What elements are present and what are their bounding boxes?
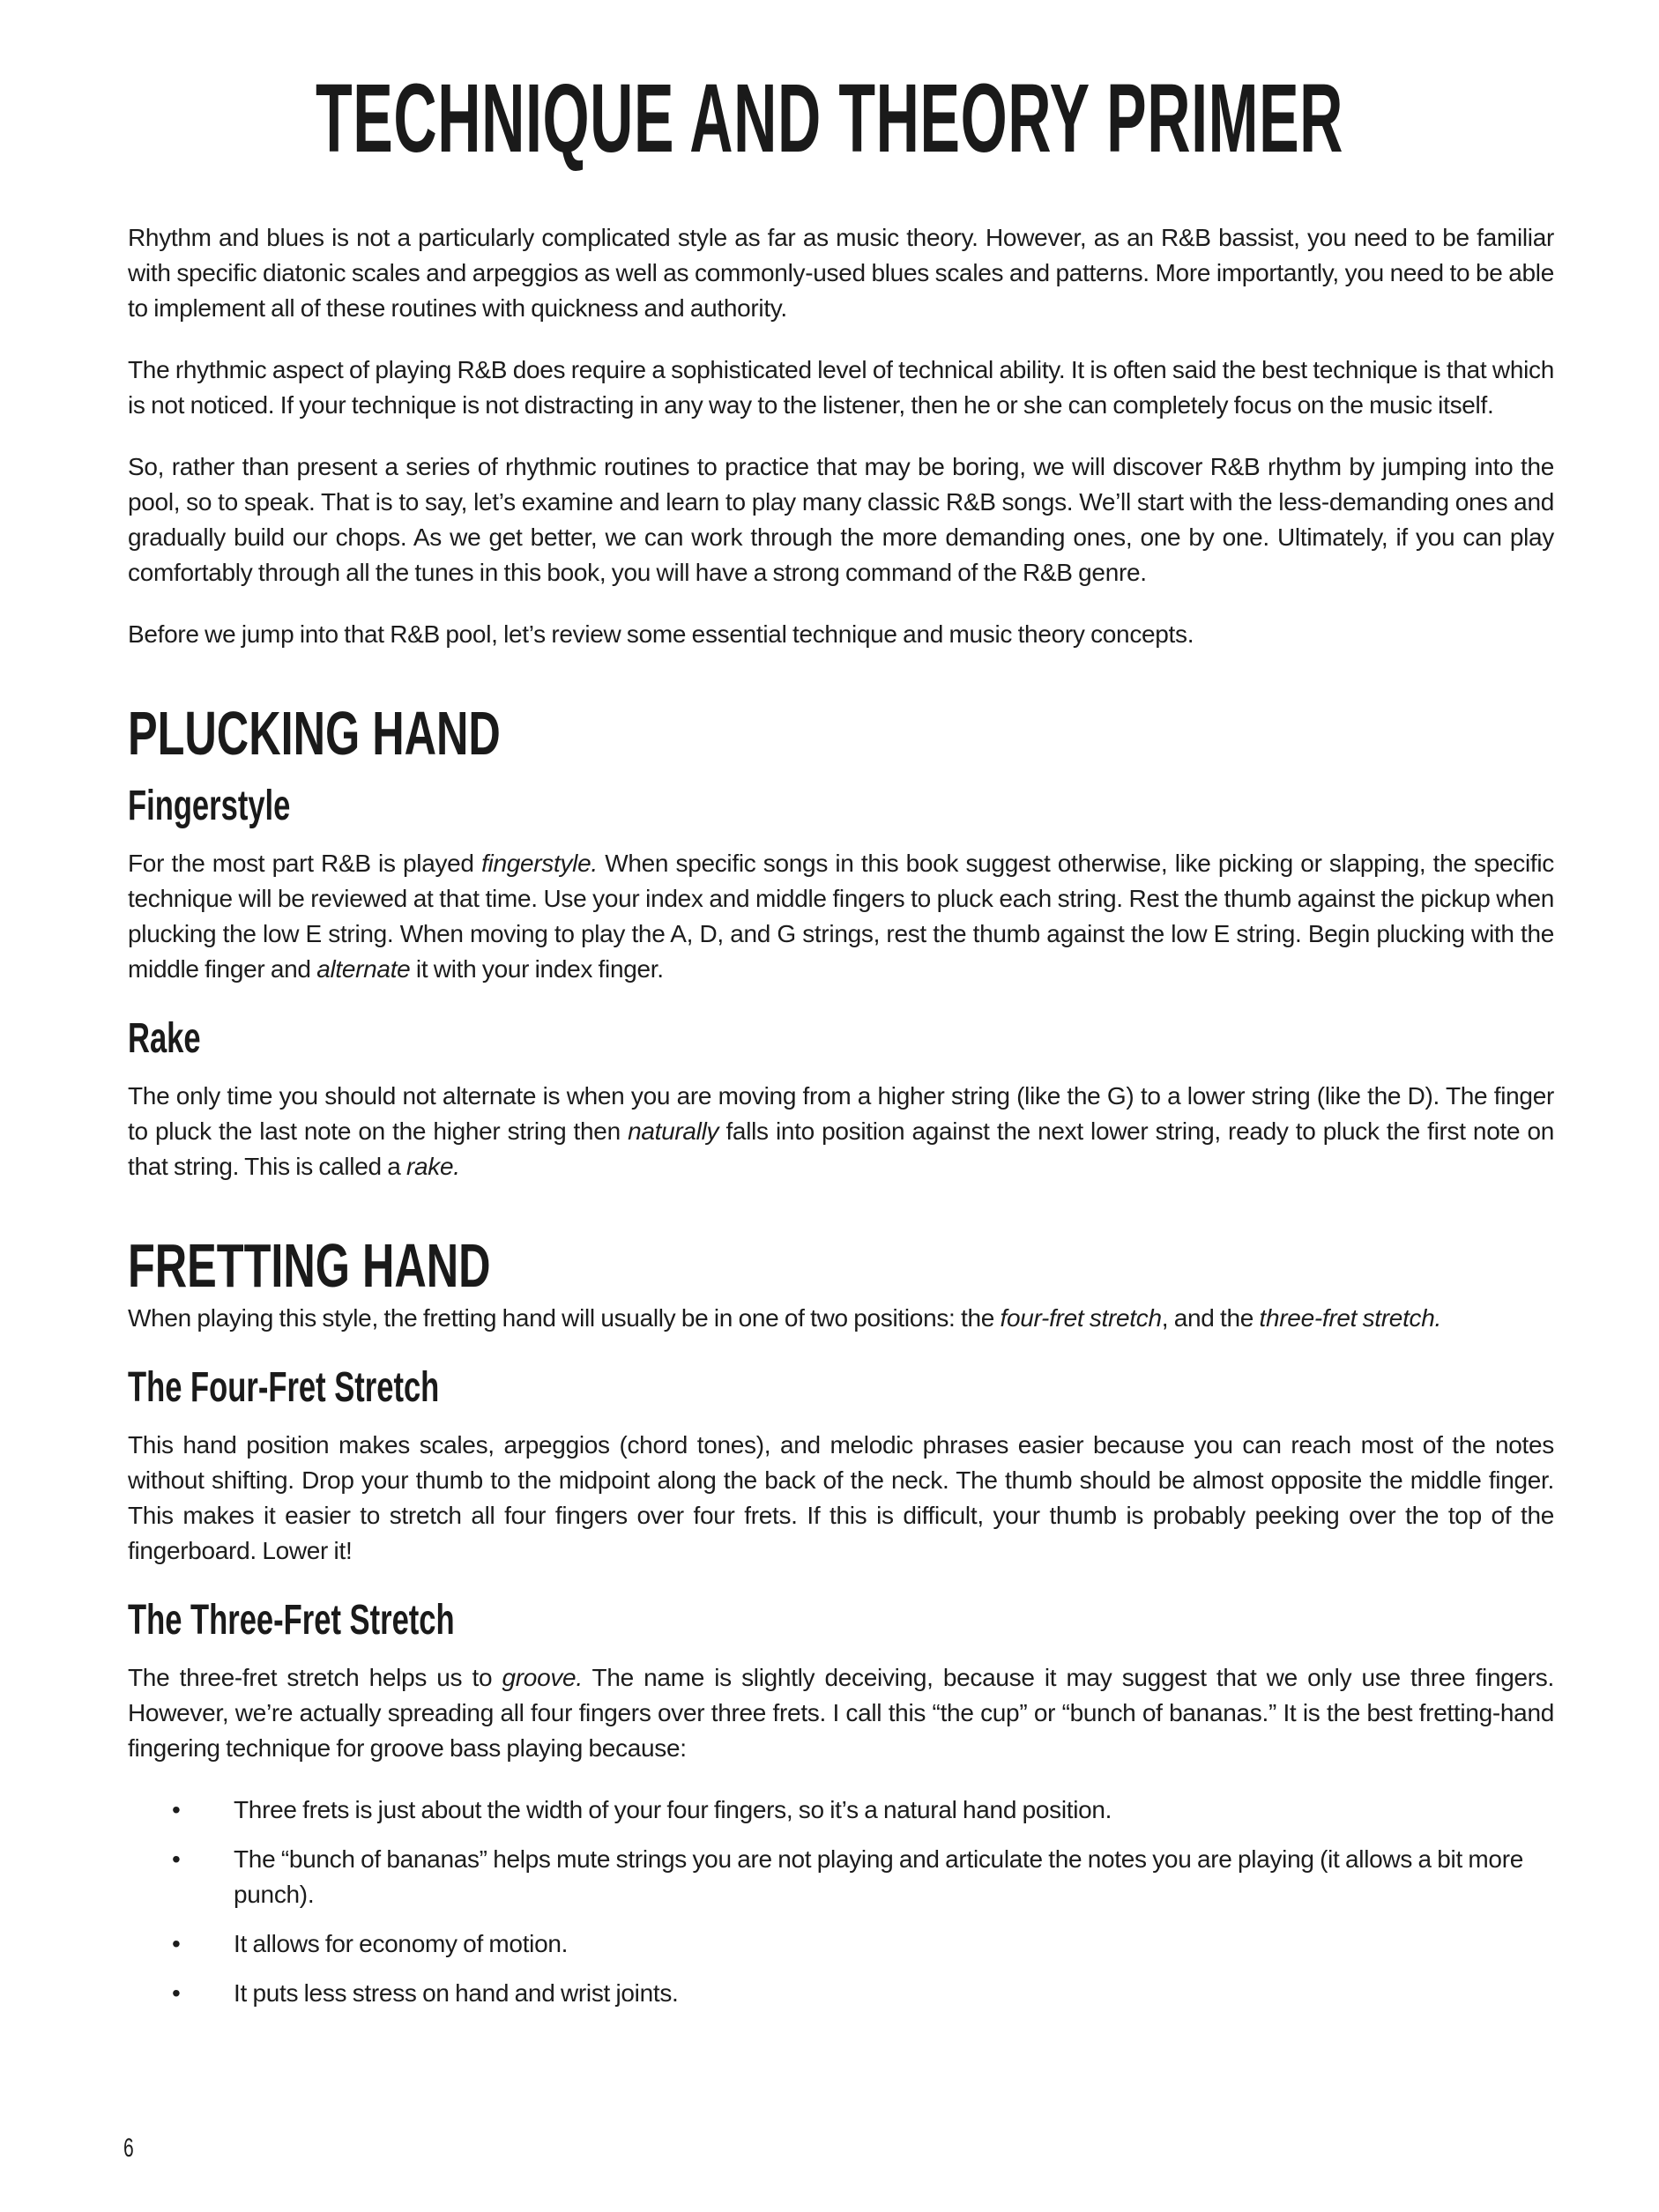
- text-run: falls into position against the next lower string, ready to pluck the first note on that string. This is called a: [128, 1117, 1554, 1180]
- three-fret-paragraph: [128, 1660, 1554, 1766]
- emphasis-alternate: alternate: [316, 955, 411, 983]
- text-run: When playing this style, the fretting hand will usually be in one of two positions: the: [128, 1304, 1001, 1332]
- list-item: [172, 1793, 1554, 1828]
- list-item-text: It puts less stress on hand and wrist joints.: [234, 1979, 679, 2007]
- list-item-text: Three frets is just about the width of your four fingers, so it’s a natural hand position.: [234, 1796, 1112, 1823]
- intro-paragraph-4: Before we jump into that R&B pool, let’s review some essential technique and music theory concepts.: [128, 620, 1194, 648]
- text-run: The only time you should not alternate is when you are moving from a higher string (like the G) to a lower string (like the D). The finger to pluck the last note on the higher string then: [128, 1082, 1554, 1145]
- emphasis-three-fret-stretch: three-fret stretch.: [1259, 1304, 1442, 1332]
- text-run: it with your index finger.: [410, 955, 664, 983]
- list-item: [172, 1926, 1554, 1962]
- bullet-icon: •: [172, 1930, 181, 1957]
- section-heading-plucking-hand: PLUCKING HAND: [128, 699, 501, 768]
- bullet-icon: •: [172, 1845, 181, 1873]
- rake-paragraph: [128, 1079, 1554, 1184]
- bullet-list: [128, 1793, 1554, 2011]
- text-run: For the most part R&B is played: [128, 850, 482, 877]
- intro-paragraph-3: So, rather than present a series of rhythmic routines to practice that may be boring, we will discover R&B rhythm by jumping into the pool, so to speak. That is to say, let’s examine and learn to play many classic R&B songs. We’ll start with the less-demanding ones and gradually build our chops. As we get better, we can work through the more demanding ones, one by one. Ultimately, if you can play comfortably through all the tunes in this book, you will have a strong command of the R&B genre.: [128, 453, 1554, 586]
- four-fret-paragraph: This hand position makes scales, arpeggios (chord tones), and melodic phrases easier because you can reach most of the notes without shifting. Drop your thumb to the midpoint along the back of the neck. The thumb should be almost opposite the middle finger. This makes it easier to stretch all four fingers over four frets. If this is difficult, your thumb is probably peeking over the top of the fingerboard. Lower it!: [128, 1431, 1554, 1564]
- emphasis-four-fret-stretch: four-fret stretch: [1000, 1304, 1162, 1332]
- text-run: , and the: [1161, 1304, 1260, 1332]
- list-item-text: The “bunch of bananas” helps mute strings you are not playing and articulate the notes you are playing (it allows a bit more punch).: [234, 1845, 1524, 1908]
- subheading-fingerstyle: Fingerstyle: [128, 783, 291, 829]
- emphasis-rake: rake.: [405, 1153, 460, 1180]
- emphasis-groove: groove.: [502, 1664, 583, 1691]
- bullet-icon: •: [172, 1979, 181, 2007]
- fretting-intro-paragraph: [128, 1301, 1554, 1336]
- emphasis-fingerstyle: fingerstyle.: [481, 850, 598, 877]
- list-item: [172, 1842, 1554, 1912]
- list-item: [172, 1976, 1554, 2011]
- page-title: TECHNIQUE AND THEORY PRIMER: [315, 64, 1344, 173]
- emphasis-naturally: naturally: [628, 1117, 719, 1145]
- subheading-three-fret-stretch: The Three-Fret Stretch: [128, 1597, 455, 1644]
- page-number: 6: [123, 2134, 134, 2163]
- intro-paragraph-1: Rhythm and blues is not a particularly complicated style as far as music theory. However, as an R&B bassist, you need to be familiar with specific diatonic scales and arpeggios as well as commonly-used blues scales and patterns. More importantly, you need to be able to implement all of these routines with quickness and authority.: [128, 224, 1554, 322]
- text-run: The three-fret stretch helps us to: [128, 1664, 502, 1691]
- section-heading-fretting-hand: FRETTING HAND: [128, 1231, 491, 1300]
- list-item-text: It allows for economy of motion.: [234, 1930, 569, 1957]
- fingerstyle-paragraph: [128, 846, 1554, 987]
- subheading-rake: Rake: [128, 1015, 201, 1062]
- page-content: [128, 220, 1554, 2025]
- text-run: When specific songs in this book suggest otherwise, like picking or slapping, the specific technique will be reviewed at that time. Use your index and middle fingers to pluck each string. Rest the thumb against the pickup when plucking the low E string. When moving to play the A, D, and G strings, rest the thumb against the low E string. Begin plucking with the middle finger and: [128, 850, 1554, 983]
- text-run: The name is slightly deceiving, because it may suggest that we only use three fingers. However, we’re actually spreading all four fingers over three frets. I call this “the cup” or “bunch of bananas.” It is the best fretting-hand fingering technique for groove bass playing because:: [128, 1664, 1554, 1762]
- intro-paragraph-2: The rhythmic aspect of playing R&B does require a sophisticated level of technical ability. It is often said the best technique is that which is not noticed. If your technique is not distracting in any way to the listener, then he or she can completely focus on the music itself.: [128, 356, 1554, 419]
- subheading-four-fret-stretch: The Four-Fret Stretch: [128, 1364, 440, 1411]
- bullet-icon: •: [172, 1796, 181, 1823]
